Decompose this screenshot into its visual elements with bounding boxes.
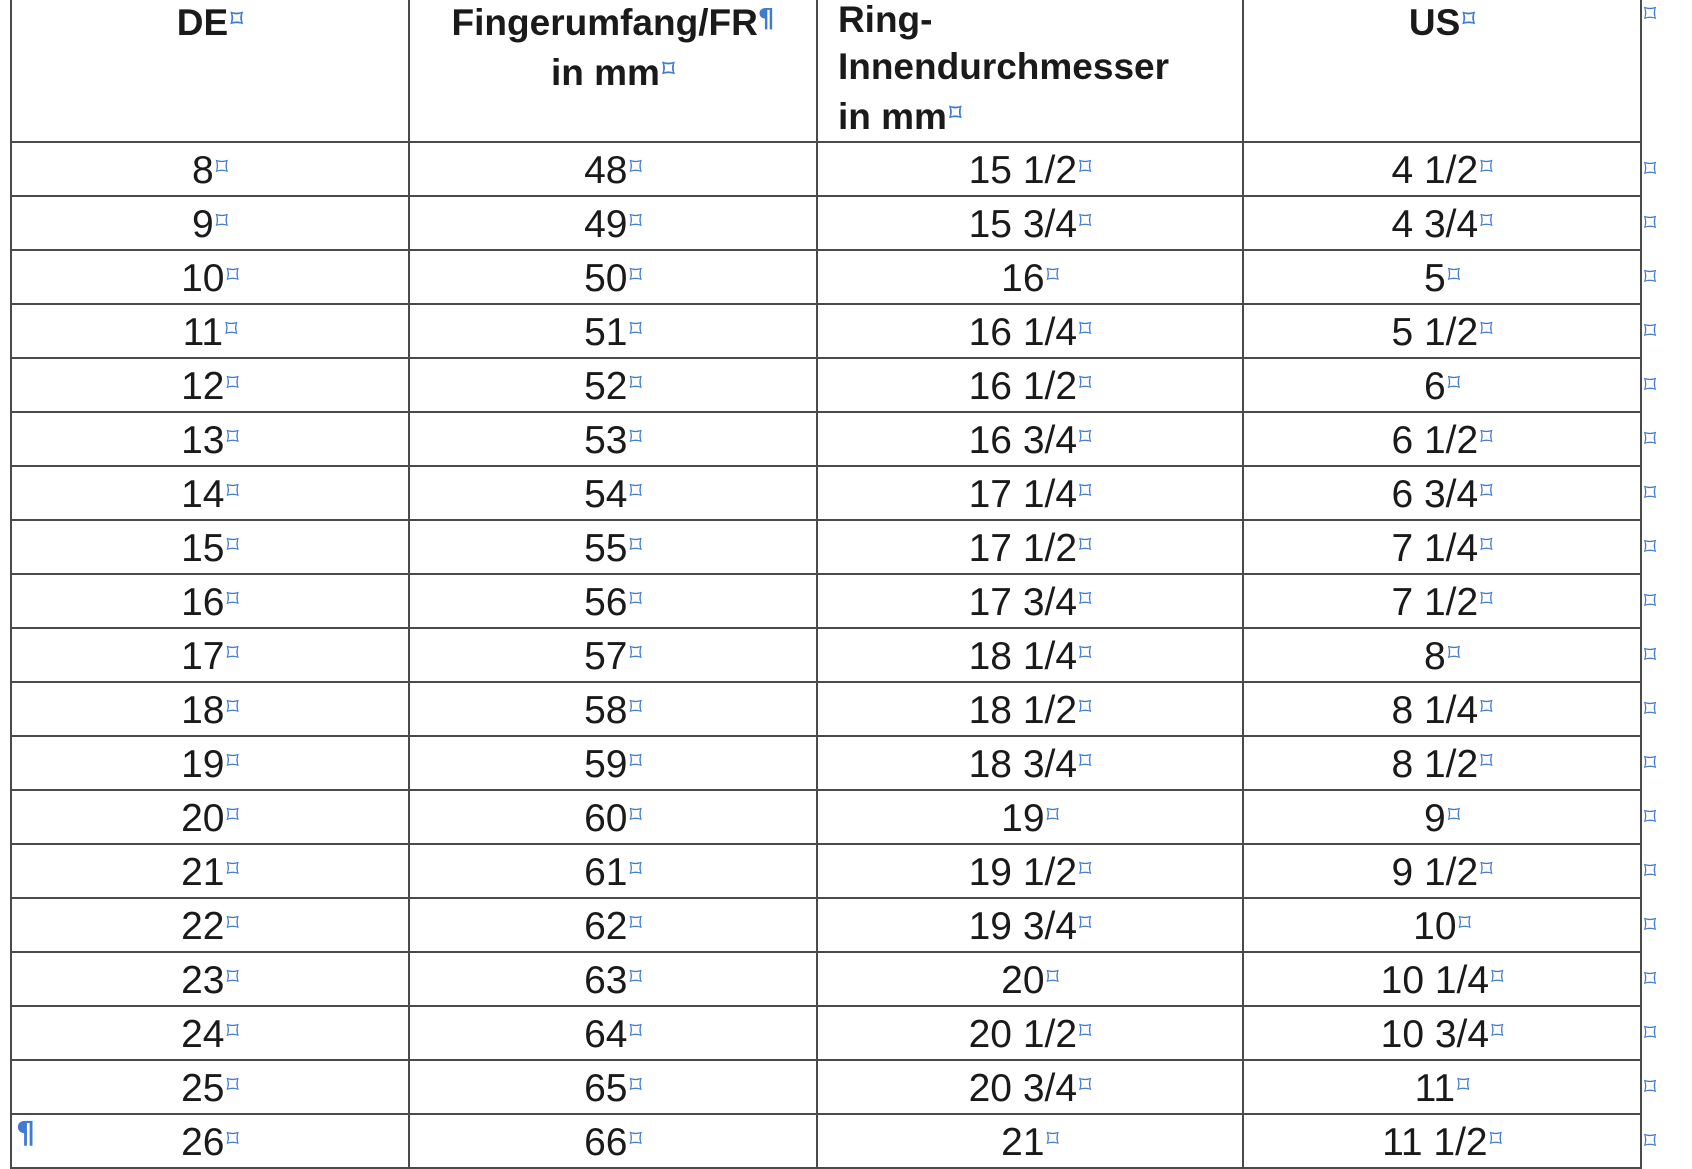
table-row bbox=[11, 952, 1641, 1006]
cell-end-mark-icon: ⌑ bbox=[1480, 747, 1493, 775]
cell-end-mark-icon: ⌑ bbox=[629, 639, 642, 667]
cell-value: 16 1/2 bbox=[968, 365, 1078, 408]
cell-value: 21 bbox=[181, 851, 225, 894]
cell-end-mark-icon: ⌑ bbox=[1458, 909, 1471, 937]
cell-us bbox=[1243, 412, 1641, 466]
cell-end-mark-icon: ⌑ bbox=[629, 693, 642, 721]
cell-end-mark-icon: ⌑ bbox=[629, 963, 642, 991]
cell-end-mark-icon: ⌑ bbox=[1489, 1125, 1502, 1153]
cell-value: 18 bbox=[181, 689, 225, 732]
cell-end-mark-icon: ⌑ bbox=[1079, 207, 1092, 235]
cell-ring bbox=[817, 844, 1243, 898]
cell-fr bbox=[409, 196, 817, 250]
row-end-mark-icon: ⌑ bbox=[1643, 533, 1657, 561]
cell-value: 21 bbox=[1001, 1121, 1045, 1164]
cell-end-mark-icon: ⌑ bbox=[230, 5, 244, 33]
cell-end-mark-icon: ⌑ bbox=[1480, 855, 1493, 883]
header-ring bbox=[817, 0, 1243, 142]
cell-end-mark-icon: ⌑ bbox=[629, 153, 642, 181]
cell-end-mark-icon: ⌑ bbox=[1491, 1017, 1504, 1045]
cell-end-mark-icon: ⌑ bbox=[1079, 747, 1092, 775]
cell-end-mark-icon: ⌑ bbox=[1491, 963, 1504, 991]
cell-end-mark-icon: ⌑ bbox=[1447, 261, 1461, 289]
cell-value: 62 bbox=[584, 905, 628, 948]
cell-us bbox=[1243, 1006, 1641, 1060]
paragraph-mark-icon: ¶ bbox=[16, 1116, 36, 1151]
ring-size-table bbox=[10, 0, 1642, 1169]
cell-de bbox=[11, 790, 409, 844]
cell-fr bbox=[409, 304, 817, 358]
cell-end-mark-icon: ⌑ bbox=[1079, 315, 1092, 343]
cell-end-mark-icon: ⌑ bbox=[629, 477, 642, 505]
cell-value: 19 1/2 bbox=[968, 851, 1078, 894]
cell-fr bbox=[409, 1060, 817, 1114]
row-end-mark-icon: ⌑ bbox=[1643, 425, 1657, 453]
cell-value: 6 1/2 bbox=[1391, 419, 1479, 462]
cell-de bbox=[11, 898, 409, 952]
cell-value: 59 bbox=[584, 743, 628, 786]
table-row bbox=[11, 304, 1641, 358]
cell-de bbox=[11, 574, 409, 628]
table-row bbox=[11, 1114, 1641, 1168]
cell-end-mark-icon: ⌑ bbox=[629, 747, 642, 775]
cell-end-mark-icon: ⌑ bbox=[1079, 693, 1092, 721]
cell-value: 9 1/2 bbox=[1391, 851, 1479, 894]
cell-end-mark-icon: ⌑ bbox=[629, 369, 642, 397]
cell-fr bbox=[409, 466, 817, 520]
cell-value: 19 3/4 bbox=[968, 905, 1078, 948]
cell-value: 9 bbox=[191, 203, 214, 246]
cell-value: 13 bbox=[181, 419, 225, 462]
cell-end-mark-icon: ⌑ bbox=[226, 1071, 239, 1099]
cell-us bbox=[1243, 1114, 1641, 1168]
cell-value: 65 bbox=[584, 1067, 628, 1110]
cell-de bbox=[11, 628, 409, 682]
cell-value: 5 bbox=[1424, 257, 1446, 300]
row-end-mark-icon: ⌑ bbox=[1643, 695, 1657, 723]
cell-ring bbox=[817, 250, 1243, 304]
row-end-mark-icon: ⌑ bbox=[1643, 803, 1657, 831]
cell-end-mark-icon: ⌑ bbox=[1079, 1071, 1092, 1099]
cell-value: 49 bbox=[584, 203, 628, 246]
cell-value: 18 3/4 bbox=[968, 743, 1078, 786]
cell-value: 10 bbox=[181, 257, 225, 300]
cell-ring bbox=[817, 412, 1243, 466]
cell-value: 23 bbox=[181, 959, 225, 1002]
cell-de bbox=[11, 520, 409, 574]
cell-value: 14 bbox=[181, 473, 225, 516]
cell-end-mark-icon: ⌑ bbox=[226, 1125, 239, 1153]
cell-end-mark-icon: ⌑ bbox=[215, 207, 228, 235]
cell-ring bbox=[817, 466, 1243, 520]
cell-end-mark-icon: ⌑ bbox=[226, 855, 239, 883]
cell-value: 24 bbox=[181, 1013, 225, 1056]
row-end-mark-icon: ⌑ bbox=[1643, 0, 1657, 28]
cell-us bbox=[1243, 304, 1641, 358]
cell-value: 11 bbox=[182, 311, 224, 354]
cell-value: 8 1/4 bbox=[1391, 689, 1479, 732]
cell-ring bbox=[817, 1060, 1243, 1114]
cell-value: 12 bbox=[181, 365, 225, 408]
cell-fr bbox=[409, 952, 817, 1006]
table-row bbox=[11, 574, 1641, 628]
cell-ring bbox=[817, 304, 1243, 358]
cell-de bbox=[11, 466, 409, 520]
cell-ring bbox=[817, 196, 1243, 250]
cell-value: 16 bbox=[1001, 257, 1045, 300]
row-end-mark-icon: ⌑ bbox=[1643, 263, 1657, 291]
cell-value: 15 1/2 bbox=[968, 149, 1078, 192]
cell-value: 63 bbox=[584, 959, 628, 1002]
cell-fr bbox=[409, 520, 817, 574]
cell-value: 5 1/2 bbox=[1391, 311, 1479, 354]
cell-value: 51 bbox=[584, 311, 628, 354]
table-row bbox=[11, 682, 1641, 736]
cell-end-mark-icon: ⌑ bbox=[1480, 693, 1493, 721]
cell-ring bbox=[817, 358, 1243, 412]
table-row bbox=[11, 898, 1641, 952]
cell-de bbox=[11, 358, 409, 412]
cell-us bbox=[1243, 628, 1641, 682]
cell-fr bbox=[409, 574, 817, 628]
cell-end-mark-icon: ⌑ bbox=[1462, 5, 1476, 33]
cell-us bbox=[1243, 358, 1641, 412]
table-row bbox=[11, 412, 1641, 466]
cell-fr bbox=[409, 790, 817, 844]
row-end-mark-icon: ⌑ bbox=[1643, 911, 1657, 939]
cell-value: 6 bbox=[1424, 365, 1446, 408]
cell-value: 10 1/4 bbox=[1380, 959, 1490, 1002]
cell-value: 8 1/2 bbox=[1391, 743, 1479, 786]
cell-value: 16 1/4 bbox=[968, 311, 1078, 354]
cell-end-mark-icon: ⌑ bbox=[629, 261, 642, 289]
cell-end-mark-icon: ⌑ bbox=[629, 585, 642, 613]
cell-value: 19 bbox=[1001, 797, 1045, 840]
cell-end-mark-icon: ⌑ bbox=[215, 153, 228, 181]
cell-value: 61 bbox=[584, 851, 628, 894]
row-end-mark-icon: ⌑ bbox=[1643, 641, 1657, 669]
cell-fr bbox=[409, 1006, 817, 1060]
cell-end-mark-icon: ⌑ bbox=[661, 55, 675, 83]
cell-value: 17 bbox=[181, 635, 225, 678]
cell-value: 8 bbox=[191, 149, 214, 192]
cell-end-mark-icon: ⌑ bbox=[1480, 207, 1493, 235]
cell-end-mark-icon: ⌑ bbox=[629, 531, 642, 559]
cell-end-mark-icon: ⌑ bbox=[629, 909, 642, 937]
cell-value: 20 bbox=[181, 797, 225, 840]
cell-end-mark-icon: ⌑ bbox=[1079, 1017, 1092, 1045]
pilcrow-icon: ¶ bbox=[757, 4, 775, 34]
cell-end-mark-icon: ⌑ bbox=[1079, 909, 1092, 937]
cell-end-mark-icon: ⌑ bbox=[1480, 315, 1493, 343]
header-us-label: US bbox=[1408, 2, 1461, 43]
cell-value: 11 bbox=[1414, 1067, 1456, 1110]
cell-value: 15 bbox=[181, 527, 225, 570]
cell-end-mark-icon: ⌑ bbox=[1079, 855, 1092, 883]
row-end-mark-icon: ⌑ bbox=[1643, 1019, 1657, 1047]
header-de bbox=[11, 0, 409, 142]
cell-de bbox=[11, 952, 409, 1006]
row-end-mark-icon: ⌑ bbox=[1643, 155, 1657, 183]
header-row bbox=[11, 0, 1641, 142]
cell-ring bbox=[817, 1006, 1243, 1060]
cell-value: 20 1/2 bbox=[968, 1013, 1078, 1056]
cell-end-mark-icon: ⌑ bbox=[1480, 423, 1493, 451]
cell-end-mark-icon: ⌑ bbox=[1447, 639, 1461, 667]
cell-value: 17 1/2 bbox=[968, 527, 1078, 570]
header-ring-line3: in mm bbox=[837, 96, 947, 137]
cell-end-mark-icon: ⌑ bbox=[1046, 801, 1059, 829]
cell-end-mark-icon: ⌑ bbox=[226, 693, 239, 721]
cell-fr bbox=[409, 628, 817, 682]
cell-us bbox=[1243, 250, 1641, 304]
cell-value: 7 1/4 bbox=[1391, 527, 1479, 570]
cell-value: 60 bbox=[584, 797, 628, 840]
cell-value: 66 bbox=[584, 1121, 628, 1164]
cell-us bbox=[1243, 196, 1641, 250]
table-row bbox=[11, 628, 1641, 682]
cell-value: 18 1/2 bbox=[968, 689, 1078, 732]
cell-ring bbox=[817, 952, 1243, 1006]
cell-value: 57 bbox=[584, 635, 628, 678]
row-end-mark-icon: ⌑ bbox=[1643, 1073, 1657, 1101]
table-row bbox=[11, 844, 1641, 898]
cell-ring bbox=[817, 520, 1243, 574]
cell-end-mark-icon: ⌑ bbox=[226, 369, 239, 397]
cell-ring bbox=[817, 898, 1243, 952]
table-body bbox=[11, 142, 1641, 1168]
cell-ring bbox=[817, 142, 1243, 196]
table-row bbox=[11, 466, 1641, 520]
cell-value: 19 bbox=[181, 743, 225, 786]
cell-de bbox=[11, 304, 409, 358]
cell-end-mark-icon: ⌑ bbox=[226, 909, 239, 937]
cell-us bbox=[1243, 1060, 1641, 1114]
cell-fr bbox=[409, 736, 817, 790]
row-end-mark-icon: ⌑ bbox=[1643, 749, 1657, 777]
cell-end-mark-icon: ⌑ bbox=[1480, 531, 1493, 559]
cell-us bbox=[1243, 790, 1641, 844]
cell-de bbox=[11, 1114, 409, 1168]
cell-ring bbox=[817, 682, 1243, 736]
row-end-mark-icon: ⌑ bbox=[1643, 371, 1657, 399]
cell-ring bbox=[817, 1114, 1243, 1168]
cell-ring bbox=[817, 790, 1243, 844]
cell-value: 55 bbox=[584, 527, 628, 570]
cell-value: 4 3/4 bbox=[1391, 203, 1479, 246]
cell-end-mark-icon: ⌑ bbox=[1480, 477, 1493, 505]
cell-fr bbox=[409, 1114, 817, 1168]
table-row bbox=[11, 736, 1641, 790]
cell-end-mark-icon: ⌑ bbox=[226, 1017, 239, 1045]
cell-fr bbox=[409, 844, 817, 898]
header-fr-line2: in mm bbox=[551, 52, 660, 93]
row-end-mark-icon: ⌑ bbox=[1643, 317, 1657, 345]
cell-value: 18 1/4 bbox=[968, 635, 1078, 678]
row-end-mark-icon: ⌑ bbox=[1643, 479, 1657, 507]
cell-de bbox=[11, 142, 409, 196]
cell-end-mark-icon: ⌑ bbox=[1457, 1071, 1470, 1099]
table-row bbox=[11, 790, 1641, 844]
row-end-mark-icon: ⌑ bbox=[1643, 209, 1657, 237]
cell-value: 56 bbox=[584, 581, 628, 624]
cell-us bbox=[1243, 142, 1641, 196]
table-row bbox=[11, 1006, 1641, 1060]
table-row bbox=[11, 250, 1641, 304]
cell-us bbox=[1243, 736, 1641, 790]
table-row bbox=[11, 1060, 1641, 1114]
cell-end-mark-icon: ⌑ bbox=[629, 1017, 642, 1045]
cell-value: 17 1/4 bbox=[968, 473, 1078, 516]
cell-end-mark-icon: ⌑ bbox=[629, 801, 642, 829]
cell-value: 26 bbox=[181, 1121, 225, 1164]
table-row bbox=[11, 520, 1641, 574]
cell-end-mark-icon: ⌑ bbox=[629, 315, 642, 343]
cell-value: 52 bbox=[584, 365, 628, 408]
table-row bbox=[11, 196, 1641, 250]
cell-end-mark-icon: ⌑ bbox=[226, 261, 239, 289]
cell-de bbox=[11, 736, 409, 790]
cell-end-mark-icon: ⌑ bbox=[1079, 531, 1092, 559]
cell-fr bbox=[409, 250, 817, 304]
cell-value: 50 bbox=[584, 257, 628, 300]
cell-us bbox=[1243, 466, 1641, 520]
cell-value: 8 bbox=[1424, 635, 1446, 678]
header-fr bbox=[409, 0, 817, 142]
cell-value: 64 bbox=[584, 1013, 628, 1056]
cell-end-mark-icon: ⌑ bbox=[226, 747, 239, 775]
cell-de bbox=[11, 844, 409, 898]
cell-end-mark-icon: ⌑ bbox=[226, 531, 239, 559]
cell-end-mark-icon: ⌑ bbox=[1480, 153, 1493, 181]
cell-end-mark-icon: ⌑ bbox=[1447, 801, 1461, 829]
cell-end-mark-icon: ⌑ bbox=[629, 207, 642, 235]
cell-end-mark-icon: ⌑ bbox=[1046, 261, 1059, 289]
cell-value: 22 bbox=[181, 905, 225, 948]
cell-end-mark-icon: ⌑ bbox=[1079, 369, 1092, 397]
cell-end-mark-icon: ⌑ bbox=[629, 1125, 642, 1153]
cell-de bbox=[11, 250, 409, 304]
cell-de bbox=[11, 1060, 409, 1114]
cell-value: 20 bbox=[1001, 959, 1045, 1002]
table-row bbox=[11, 358, 1641, 412]
cell-us bbox=[1243, 520, 1641, 574]
cell-end-mark-icon: ⌑ bbox=[226, 423, 239, 451]
cell-us bbox=[1243, 682, 1641, 736]
cell-ring bbox=[817, 628, 1243, 682]
cell-end-mark-icon: ⌑ bbox=[1079, 585, 1092, 613]
cell-value: 6 3/4 bbox=[1391, 473, 1479, 516]
cell-de bbox=[11, 196, 409, 250]
cell-end-mark-icon: ⌑ bbox=[1447, 369, 1461, 397]
cell-end-mark-icon: ⌑ bbox=[1480, 585, 1493, 613]
cell-us bbox=[1243, 898, 1641, 952]
row-end-mark-icon: ⌑ bbox=[1643, 857, 1657, 885]
header-de-label: DE bbox=[176, 2, 229, 43]
cell-value: 48 bbox=[584, 149, 628, 192]
cell-end-mark-icon: ⌑ bbox=[629, 855, 642, 883]
cell-end-mark-icon: ⌑ bbox=[1079, 423, 1092, 451]
cell-end-mark-icon: ⌑ bbox=[629, 423, 642, 451]
row-end-mark-icon: ⌑ bbox=[1643, 587, 1657, 615]
header-ring-line1: Ring- bbox=[837, 0, 933, 40]
cell-end-mark-icon: ⌑ bbox=[948, 99, 962, 127]
cell-fr bbox=[409, 682, 817, 736]
cell-end-mark-icon: ⌑ bbox=[1079, 477, 1092, 505]
cell-end-mark-icon: ⌑ bbox=[1046, 963, 1059, 991]
table-row bbox=[11, 142, 1641, 196]
cell-fr bbox=[409, 142, 817, 196]
cell-end-mark-icon: ⌑ bbox=[1079, 153, 1092, 181]
cell-end-mark-icon: ⌑ bbox=[226, 585, 239, 613]
cell-end-mark-icon: ⌑ bbox=[226, 477, 239, 505]
cell-value: 54 bbox=[584, 473, 628, 516]
cell-end-mark-icon: ⌑ bbox=[1046, 1125, 1059, 1153]
cell-value: 16 3/4 bbox=[968, 419, 1078, 462]
cell-end-mark-icon: ⌑ bbox=[226, 963, 239, 991]
cell-ring bbox=[817, 736, 1243, 790]
cell-value: 25 bbox=[181, 1067, 225, 1110]
cell-end-mark-icon: ⌑ bbox=[225, 315, 238, 343]
cell-us bbox=[1243, 574, 1641, 628]
cell-value: 10 3/4 bbox=[1380, 1013, 1490, 1056]
cell-end-mark-icon: ⌑ bbox=[226, 639, 239, 667]
cell-value: 10 bbox=[1413, 905, 1457, 948]
cell-value: 15 3/4 bbox=[968, 203, 1078, 246]
row-end-mark-icon: ⌑ bbox=[1643, 965, 1657, 993]
cell-value: 16 bbox=[181, 581, 225, 624]
header-us bbox=[1243, 0, 1641, 142]
cell-ring bbox=[817, 574, 1243, 628]
header-ring-line2: Innendurchmesser bbox=[837, 46, 1170, 87]
cell-fr bbox=[409, 358, 817, 412]
cell-value: 4 1/2 bbox=[1391, 149, 1479, 192]
cell-value: 11 1/2 bbox=[1382, 1121, 1488, 1164]
row-end-mark-icon: ⌑ bbox=[1643, 1127, 1657, 1155]
cell-value: 7 1/2 bbox=[1391, 581, 1479, 624]
cell-fr bbox=[409, 898, 817, 952]
cell-fr bbox=[409, 412, 817, 466]
header-fr-line1: Fingerumfang/FR bbox=[451, 2, 758, 43]
cell-de bbox=[11, 1006, 409, 1060]
cell-de bbox=[11, 412, 409, 466]
cell-end-mark-icon: ⌑ bbox=[629, 1071, 642, 1099]
cell-us bbox=[1243, 952, 1641, 1006]
cell-de bbox=[11, 682, 409, 736]
cell-end-mark-icon: ⌑ bbox=[1079, 639, 1092, 667]
cell-value: 58 bbox=[584, 689, 628, 732]
cell-value: 20 3/4 bbox=[968, 1067, 1078, 1110]
cell-value: 9 bbox=[1424, 797, 1446, 840]
cell-value: 17 3/4 bbox=[968, 581, 1078, 624]
cell-value: 53 bbox=[584, 419, 628, 462]
cell-end-mark-icon: ⌑ bbox=[226, 801, 239, 829]
cell-us bbox=[1243, 844, 1641, 898]
